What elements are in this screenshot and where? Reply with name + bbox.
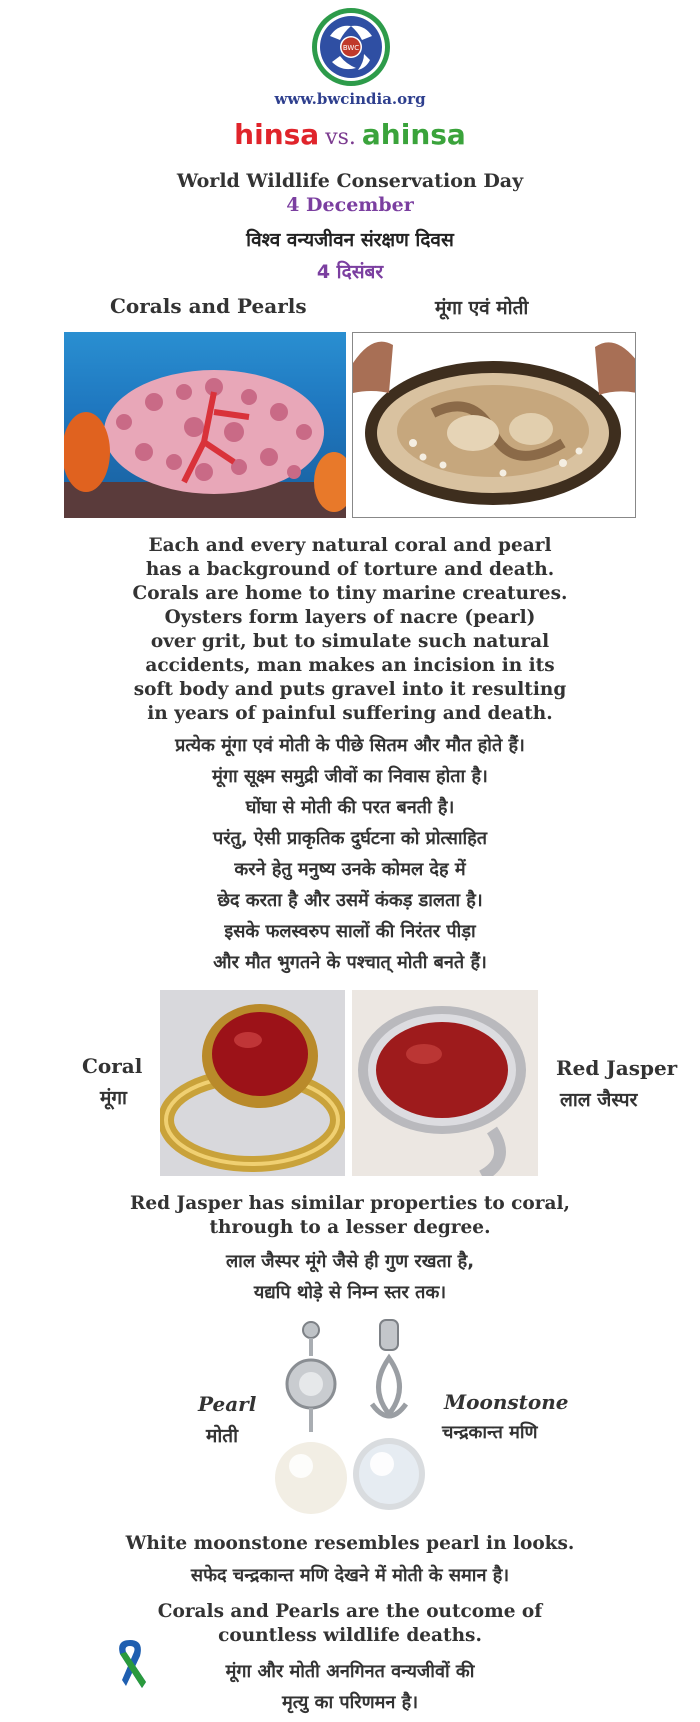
- paragraph-coral-pearl-en: [0, 534, 700, 726]
- event-date-hi: 4 दिसंबर: [316, 261, 384, 283]
- closing-hi-line: मूंगा और मोती अनगिनत वन्यजीवों की: [225, 1661, 475, 1682]
- paragraph-jasper-en: [0, 1192, 700, 1240]
- label-red-jasper-en: Red Jasper: [556, 1056, 678, 1080]
- paragraph-moonstone-hi: सफेद चन्द्रकान्त मणि देखने में मोती के समान है।: [190, 1565, 510, 1586]
- event-title-en: World Wildlife Conservation Day: [176, 170, 524, 192]
- label-moonstone-hi: चन्द्रकान्त मणि: [442, 1422, 538, 1443]
- closing-line: Corals and Pearls are the outcome of: [157, 1601, 543, 1622]
- para1-hi-line: मूंगा सूक्ष्म समुद्री जीवों का निवास होता है।: [212, 766, 488, 787]
- caption-moonga-moti: मूंगा एवं मोती: [435, 297, 529, 319]
- closing-hi-line: मृत्यु का परिणमन है।: [281, 1692, 419, 1713]
- paragraph-coral-pearl-hi: [0, 730, 700, 978]
- para1-hi-line: घोंघा से मोती की परत बनती है।: [245, 797, 455, 818]
- red-jasper-ring-photo: [352, 990, 538, 1176]
- para1-line: soft body and puts gravel into it resulting: [133, 679, 567, 700]
- hinsa-word: hinsa: [234, 118, 320, 151]
- logo-text: BWC: [342, 44, 360, 52]
- para1-line: has a background of torture and death.: [145, 559, 555, 580]
- para1-hi-line: प्रत्येक मूंगा एवं मोती के पीछे सितम और मौत होते हैं।: [175, 735, 525, 756]
- ahinsa-word: ahinsa: [361, 118, 466, 151]
- website-url[interactable]: www.bwcindia.org: [274, 90, 426, 108]
- para1-line: in years of painful suffering and death.: [147, 703, 553, 724]
- label-coral-hi: मूंगा: [100, 1087, 127, 1109]
- para1-hi-line: छेद करता है और उसमें कंकड़ डालता है।: [217, 890, 483, 911]
- para1-line: accidents, man makes an incision in its: [145, 655, 555, 676]
- closing-statement-hi: [0, 1656, 700, 1718]
- label-red-jasper-hi: लाल जैस्पर: [560, 1089, 638, 1111]
- para2-hi-line: यद्यपि थोड़े से निम्न स्तर तक।: [253, 1282, 447, 1303]
- para1-hi-line: इसके फलस्वरुप सालों की निरंतर पीड़ा: [224, 921, 476, 942]
- oyster-pearl-photo: [352, 332, 636, 518]
- para1-line: Oysters form layers of nacre (pearl): [164, 607, 536, 628]
- label-pearl-hi: मोती: [206, 1425, 239, 1447]
- awareness-ribbon-icon: [112, 1636, 148, 1690]
- label-pearl-en: Pearl: [198, 1392, 257, 1416]
- paragraph-moonstone-en: White moonstone resembles pearl in looks.: [125, 1533, 575, 1554]
- caption-corals-pearls: Corals and Pearls: [110, 294, 307, 318]
- para2-line: Red Jasper has similar properties to coral,: [130, 1193, 570, 1214]
- para1-line: Corals are home to tiny marine creatures.: [132, 583, 568, 604]
- bwc-logo: [310, 6, 392, 88]
- para1-hi-line: करने हेतु मनुष्य उनके कोमल देह में: [234, 859, 466, 880]
- closing-statement-en: [0, 1600, 700, 1648]
- para1-line: over grit, but to simulate such natural: [150, 631, 550, 652]
- coral-reef-photo: [64, 332, 346, 518]
- para2-hi-line: लाल जैस्पर मूंगे जैसे ही गुण रखता है,: [225, 1251, 475, 1272]
- coral-ring-photo: [160, 990, 345, 1176]
- label-coral-en: Coral: [82, 1054, 143, 1078]
- para1-hi-line: और मौत भुगतने के पश्चात् मोती बनते हैं।: [213, 952, 487, 973]
- paragraph-jasper-hi: [0, 1246, 700, 1308]
- vs-word: vs.: [325, 125, 356, 150]
- event-title-hi: विश्व वन्यजीवन संरक्षण दिवस: [246, 229, 454, 251]
- label-moonstone-en: Moonstone: [444, 1390, 569, 1414]
- para2-line: through to a lesser degree.: [209, 1217, 491, 1238]
- pearl-pendant-photo: [274, 1318, 348, 1520]
- para1-hi-line: परंतु, ऐसी प्राकृतिक दुर्घटना को प्रोत्साहित: [212, 828, 488, 849]
- event-date-en: 4 December: [286, 194, 414, 216]
- para1-line: Each and every natural coral and pearl: [148, 535, 552, 556]
- hinsa-vs-ahinsa: [0, 118, 700, 151]
- closing-line: countless wildlife deaths.: [218, 1625, 482, 1646]
- moonstone-pendant-photo: [352, 1318, 426, 1520]
